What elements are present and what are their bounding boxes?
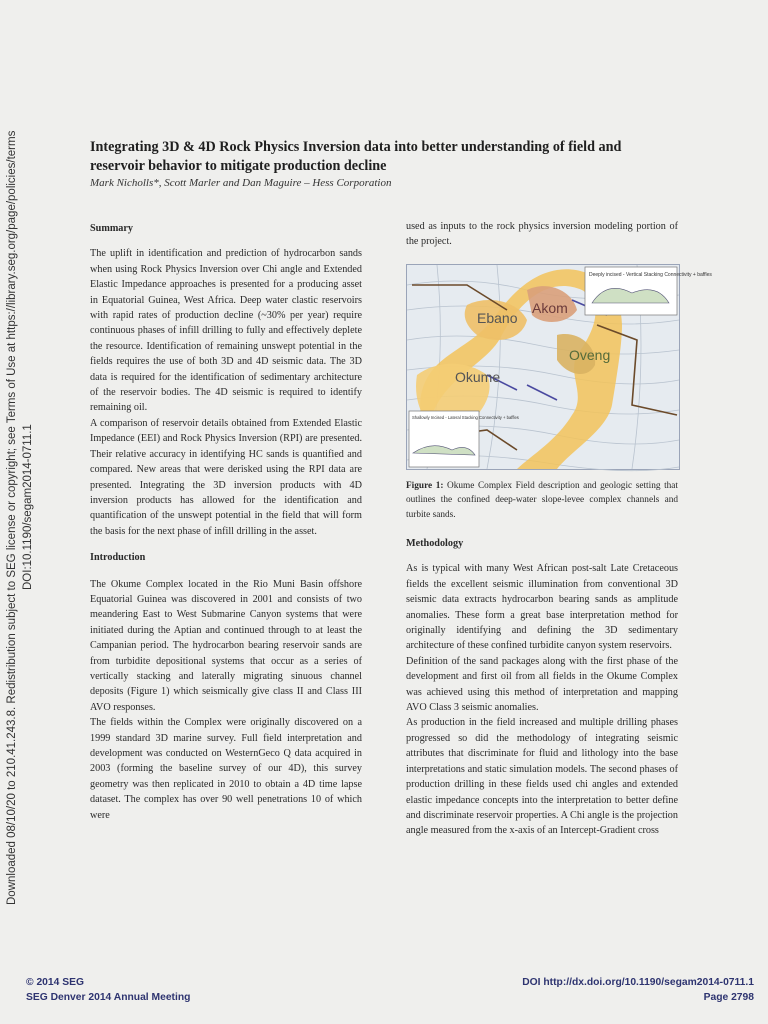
- introduction-paragraph-1: The Okume Complex located in the Rio Muni Basin offshore Equatorial Guinea was discovered in 2001 and consists of two meandering East to West Submarine Canyon systems that were initiated during the Aptian and continued through to at least the Campanian period. The hydrocarbon bearing reservoir sands are from turbidite depositional systems that occur as a series of vertically stacking and laterally migrating sinuous channel deposits (Figure 1) which seismically give class II and Class III AVO responses.: [90, 578, 362, 713]
- paper-authors: Mark Nicholls*, Scott Marler and Dan Maguire – Hess Corporation: [90, 177, 392, 189]
- download-watermark: [0, 0, 46, 960]
- figure-1-caption-label: Figure 1:: [406, 481, 444, 491]
- okume-complex-map: [407, 265, 712, 469]
- methodology-heading: Methodology: [406, 538, 464, 549]
- field-label-oveng: Oveng: [569, 347, 611, 363]
- right-column-methodology: [406, 536, 678, 839]
- footer-copyright: © 2014 SEG: [26, 977, 84, 988]
- methodology-paragraph-3: As production in the field increased and multiple drilling phases progressed so did the methodology of integrating seismic attributes that discriminate for fluid and lithology into the base interpretations and static simulation models. The second phases of production drilling in these fields used chi angles and extended elastic impedance concepts into the interpretation to better define and discriminate reservoir properties. A Chi angle is the projection angle measured from the x-axis of an Intercept-Gradient cross: [406, 717, 678, 837]
- figure-1-caption: [406, 479, 678, 522]
- footer-doi[interactable]: DOI http://dx.doi.org/10.1190/segam2014-0711.1: [522, 977, 754, 988]
- summary-heading: Summary: [90, 223, 134, 234]
- inset-bottom-caption: Shallowly Incised - Lateral Stacking Connectivity + baffles: [412, 415, 519, 420]
- field-label-okume: Okume: [455, 369, 501, 385]
- left-column: [90, 221, 362, 823]
- right-column-top: [406, 219, 678, 250]
- figure-1-map: [406, 264, 712, 470]
- summary-paragraph-1: The uplift in identification and prediction of hydrocarbon sands when using Rock Physics Inversion over Chi angle and Extended Elastic Impedance approaches is presented for a producing asset in Equatorial Guinea, West Africa. Deep water clastic reservoirs with rapid rates of production decline (~30% per year) require continuous phases of infill drilling to fully and effectively deplete the resource. Identification of remaining unswept potential in the fields requires the use of both 3D and 4D seismic data. The 3D data is required for the identification of sedimentary architecture of the reservoir bodies. The 4D seismic is required to identify remaining oil.: [90, 248, 362, 414]
- methodology-paragraph-2: Definition of the sand packages along with the first phase of the development and first oil from all fields in the Okume Complex was achieved using this method of interpretation and mapping AVO Class 3 seismic anomalies.: [406, 655, 678, 714]
- field-label-akom: Akom: [532, 300, 568, 316]
- paper-title: Integrating 3D & 4D Rock Physics Inversion data into better understanding of field and reservoir behavior to mitigate production decline: [90, 139, 622, 174]
- introduction-paragraph-2: The fields within the Complex were originally discovered on a 1999 standard 3D marine survey. Full field interpretation and development was conducted on WesternGeco Q data acquired in 2003 (forming the baseline survey of our 4D), this survey geometry was then replicated in 2010 to obtain a 4D time lapse dataset. The complex has over 90 well penetrations 10 of which were: [90, 717, 362, 821]
- summary-paragraph-2: A comparison of reservoir details obtained from Extended Elastic Impedance (EEI) and Rock Physics Inversion (RPI) are presented. Their relative accuracy in identifying HC sands is quantified and compared. New areas that were derisked using the RPI data are presented. Integrating the 3D inversion products with 4D inversion products has allowed for the identification and quantification of the unswept potential in the field that will form the basis for the next phase of infill drilling in the asset.: [90, 417, 362, 537]
- footer-right: [522, 976, 754, 1005]
- watermark-doi-line: DOI:10.1190/segam2014-0711.1: [22, 424, 34, 590]
- footer-meeting: SEG Denver 2014 Annual Meeting: [26, 991, 191, 1003]
- field-label-ebano: Ebano: [477, 310, 518, 326]
- watermark-license-line: Downloaded 08/10/20 to 210.41.243.8. Redistribution subject to SEG license or copyright; see Terms of Use at https://library.seg.org/page/policies/terms: [6, 130, 18, 905]
- footer-page-number: Page 2798: [703, 991, 754, 1003]
- introduction-continued: used as inputs to the rock physics inversion modeling portion of the project.: [406, 221, 678, 248]
- figure-1-caption-text: Okume Complex Field description and geologic setting that outlines the confined deep-water slope-levee complex channels and turbite sands.: [406, 481, 679, 520]
- inset-top-caption: Deeply incised - Vertical Stacking Connectivity + baffles: [589, 272, 712, 278]
- methodology-paragraph-1: As is typical with many West African post-salt Late Cretaceous fields the excellent seismic illumination from conventional 3D seismic data extracts hydrocarbon bearing sands as amplitude anomalies. These form a great base interpretation method for originally identifying and defining the 3D sedimentary architecture of these confined turbidite canyon system reservoirs.: [406, 563, 678, 652]
- footer-left: [26, 976, 190, 1005]
- introduction-heading: Introduction: [90, 552, 146, 564]
